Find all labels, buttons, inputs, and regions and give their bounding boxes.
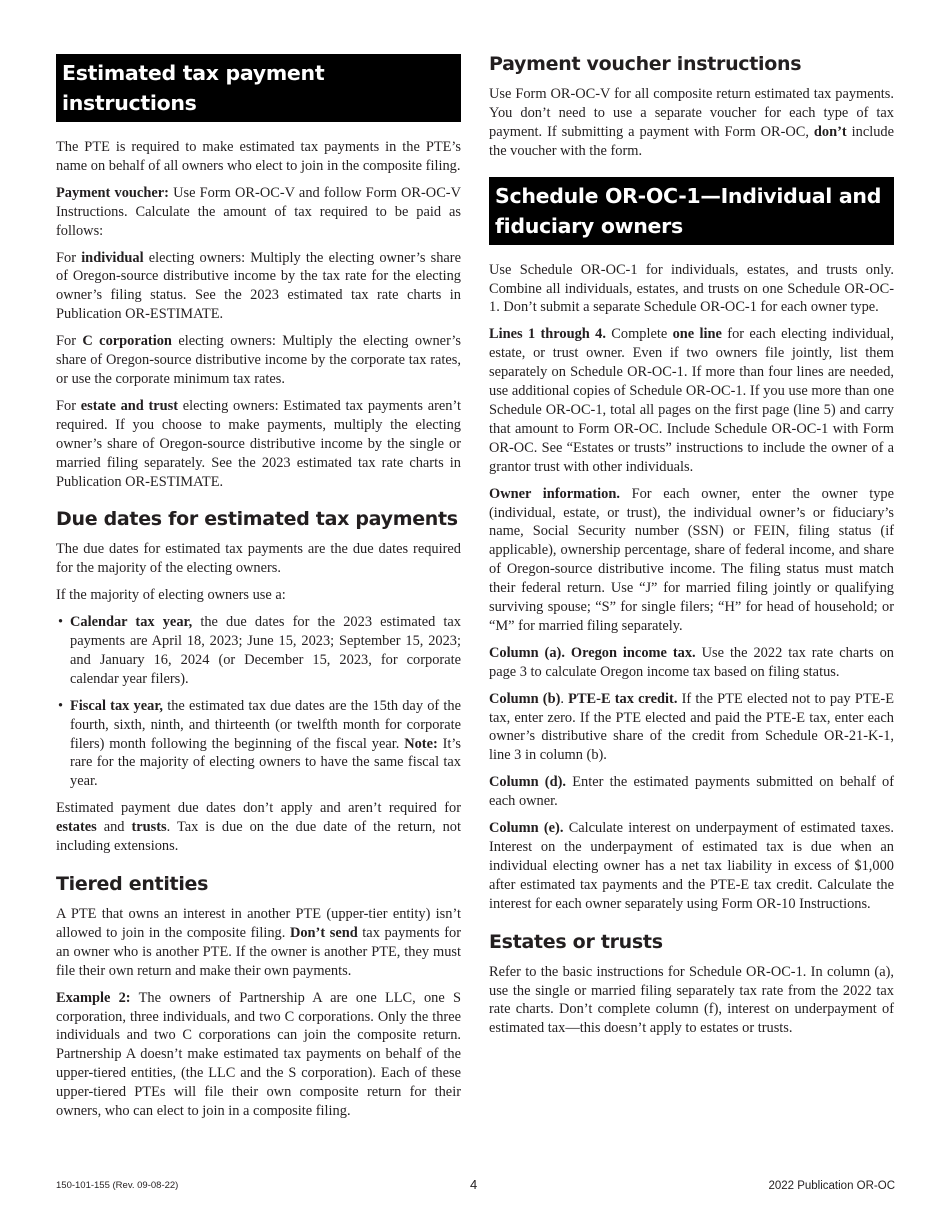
due-dates-paragraph: The due dates for estimated tax payments are the due dates required for the majority of the electing owners.: [56, 541, 461, 577]
column-a-paragraph: Column (a). Oregon income tax. Use the 2022 tax rate charts on page 3 to calculate Oregon income tax based on filing status.: [489, 644, 894, 680]
estates-trusts-due-dates-paragraph: Estimated payment due dates don’t apply and aren’t required for estates and trusts. Tax is due on the due date of the return, not including extensions.: [56, 800, 461, 855]
c-corporation-owners-paragraph: For C corporation electing owners: Multiply the electing owner’s share of Oregon-source distributive income by the corporate tax rates, or use the corporate minimum tax rates.: [56, 333, 461, 387]
example-2-paragraph: Example 2: The owners of Partnership A are one LLC, one S corporation, three individuals, and two C corporations. Only the three individuals and two C corporations can join the composite return. Partnership A doesn’t make estimated tax payments on behalf of the upper-tiered entities, (the LLC and the S corporation). Each of these upper-tiered PTEs will file their own composite return for their owners, who can elect to join in a composite filing.: [56, 989, 462, 1120]
voucher-paragraph: Use Form OR-OC-V for all composite return estimated tax payments. You don’t need to use a separate voucher for each type of tax payment. If submitting a payment with Form OR-OC, don’t include the voucher with the form.: [489, 86, 894, 159]
owner-information-paragraph: Owner information. For each owner, enter the owner type (individual, estate, or trust), the individual owner’s or fiduciary’s name, Social Security number (SSN) or FEIN, filing status (if applicable), ownership percentage, share of federal income, and share of Oregon-source distributive income. The filing status must match their federal return. Use “J” for married filing jointly or qualifying surviving spouse; “S” for single filers; “H” for head of household; or “M” for married filing separately.: [489, 485, 894, 634]
footer-publication: 2022 Publication OR-OC: [768, 1180, 895, 1192]
footer-form-number: 150-101-155 (Rev. 09-08-22): [56, 1180, 179, 1191]
column-e-paragraph: Column (e). Calculate interest on underpayment of estimated taxes. Interest on the underpayment of estimated tax is due when an individual electing owner has a net tax liability in excess of $1,000 after estimated tax payments and the PTE-E tax credit. Calculate the interest for each owner separately using Form OR-10 Instructions.: [489, 820, 894, 912]
heading-tiered-entities: Tiered entities: [56, 873, 209, 895]
list-item-fiscal-tax-year: • Fiscal tax year, the estimated tax due dates are the 15th day of the fourth, sixth, ninth, and thirteenth (or twelfth month for corporate filers) month following the beginning of the fiscal year. Note: It’s rare for the majority of electing owners to have the same fiscal tax year.: [56, 697, 461, 792]
tiered-entities-paragraph: A PTE that owns an interest in another PTE (upper-tier entity) isn’t allowed to join in the composite filing. Don’t send tax payments for an owner who is another PTE. If the owner is another PTE, they must file their own return and make their own payments.: [56, 906, 461, 979]
tax-year-list: [56, 613, 461, 791]
intro-paragraph: The PTE is required to make estimated tax payments in the PTE’s name on behalf of all owners who elect to join in the composite filing.: [56, 139, 461, 174]
column-d-paragraph: Column (d). Enter the estimated payments submitted on behalf of each owner.: [489, 774, 894, 810]
heading-estates-or-trusts: Estates or trusts: [489, 930, 663, 953]
section-banner-estimated-tax: Estimated tax payment instructions: [56, 54, 461, 122]
schedule-intro-paragraph: Use Schedule OR-OC-1 for individuals, estates, and trusts only. Combine all individuals, estates, and trusts on one Schedule OR-OC-1. Don’t submit a separate Schedule OR-OC-1 for each owner type.: [489, 261, 894, 316]
heading-due-dates: Due dates for estimated tax payments: [56, 508, 458, 531]
estates-or-trusts-paragraph: Refer to the basic instructions for Schedule OR-OC-1. In column (a), use the single or married filing separately tax rate from the 2022 tax rate charts. Don’t complete column (f), interest on underpayment of estimated tax—this doesn’t apply to estates or trusts.: [489, 963, 894, 1037]
heading-payment-voucher-instructions: Payment voucher instructions: [489, 53, 802, 75]
section-banner-schedule-or-oc-1: Schedule OR-OC-1—Individual and fiduciary owners: [489, 177, 894, 245]
left-column: [56, 54, 461, 1129]
list-item-calendar-tax-year: • Calendar tax year, the due dates for the 2023 estimated tax payments are April 18, 2023; June 15, 2023; September 15, 2023; and January 16, 2024 (or December 15, 2023, for corporate calendar year filers).: [56, 613, 461, 689]
column-b-paragraph: Column (b). PTE-E tax credit. If the PTE elected not to pay PTE-E tax, enter zero. If the PTE elected and paid the PTE-E tax, enter each owner’s distributive share of the credit from Schedule OR-21-K-1, line 3 in column (b).: [489, 690, 894, 764]
individual-owners-paragraph: For individual electing owners: Multiply the electing owner’s share of Oregon-source distributive income by the tax rate for the electing owner’s filing status. See the 2023 estimated tax rate charts in Publication OR-ESTIMATE.: [56, 249, 461, 323]
footer-page-number: 4: [470, 1177, 478, 1192]
payment-voucher-paragraph: Payment voucher: Use Form OR-OC-V and follow Form OR-OC-V Instructions. Calculate the amount of tax required to be paid as follows:: [56, 184, 461, 239]
majority-paragraph: If the majority of electing owners use a:: [56, 587, 286, 604]
estate-trust-owners-paragraph: For estate and trust electing owners: Estimated tax payments aren’t required. If you choose to make payments, multiply the electing owner’s share of Oregon-source distributive income by the single or married filing separately. See the 2023 estimated tax rate charts in Publication OR-ESTIMATE.: [56, 397, 461, 490]
right-column: [489, 52, 894, 1046]
lines-1-through-4-paragraph: Lines 1 through 4. Complete one line for each electing individual, estate, or trust owner. Even if two owners file jointly, list them separately on Schedule OR-OC-1. If more than four lines are needed, use additional copies of Schedule OR-OC-1. If you use more than one Schedule OR-OC-1, total all pages on the first page (line 5) and carry that amount to Form OR-OC. Include Schedule OR-OC-1 with Form OR-OC. See “Estates or trusts” instructions to include the owner of a grantor trust with other individuals.: [489, 326, 894, 475]
